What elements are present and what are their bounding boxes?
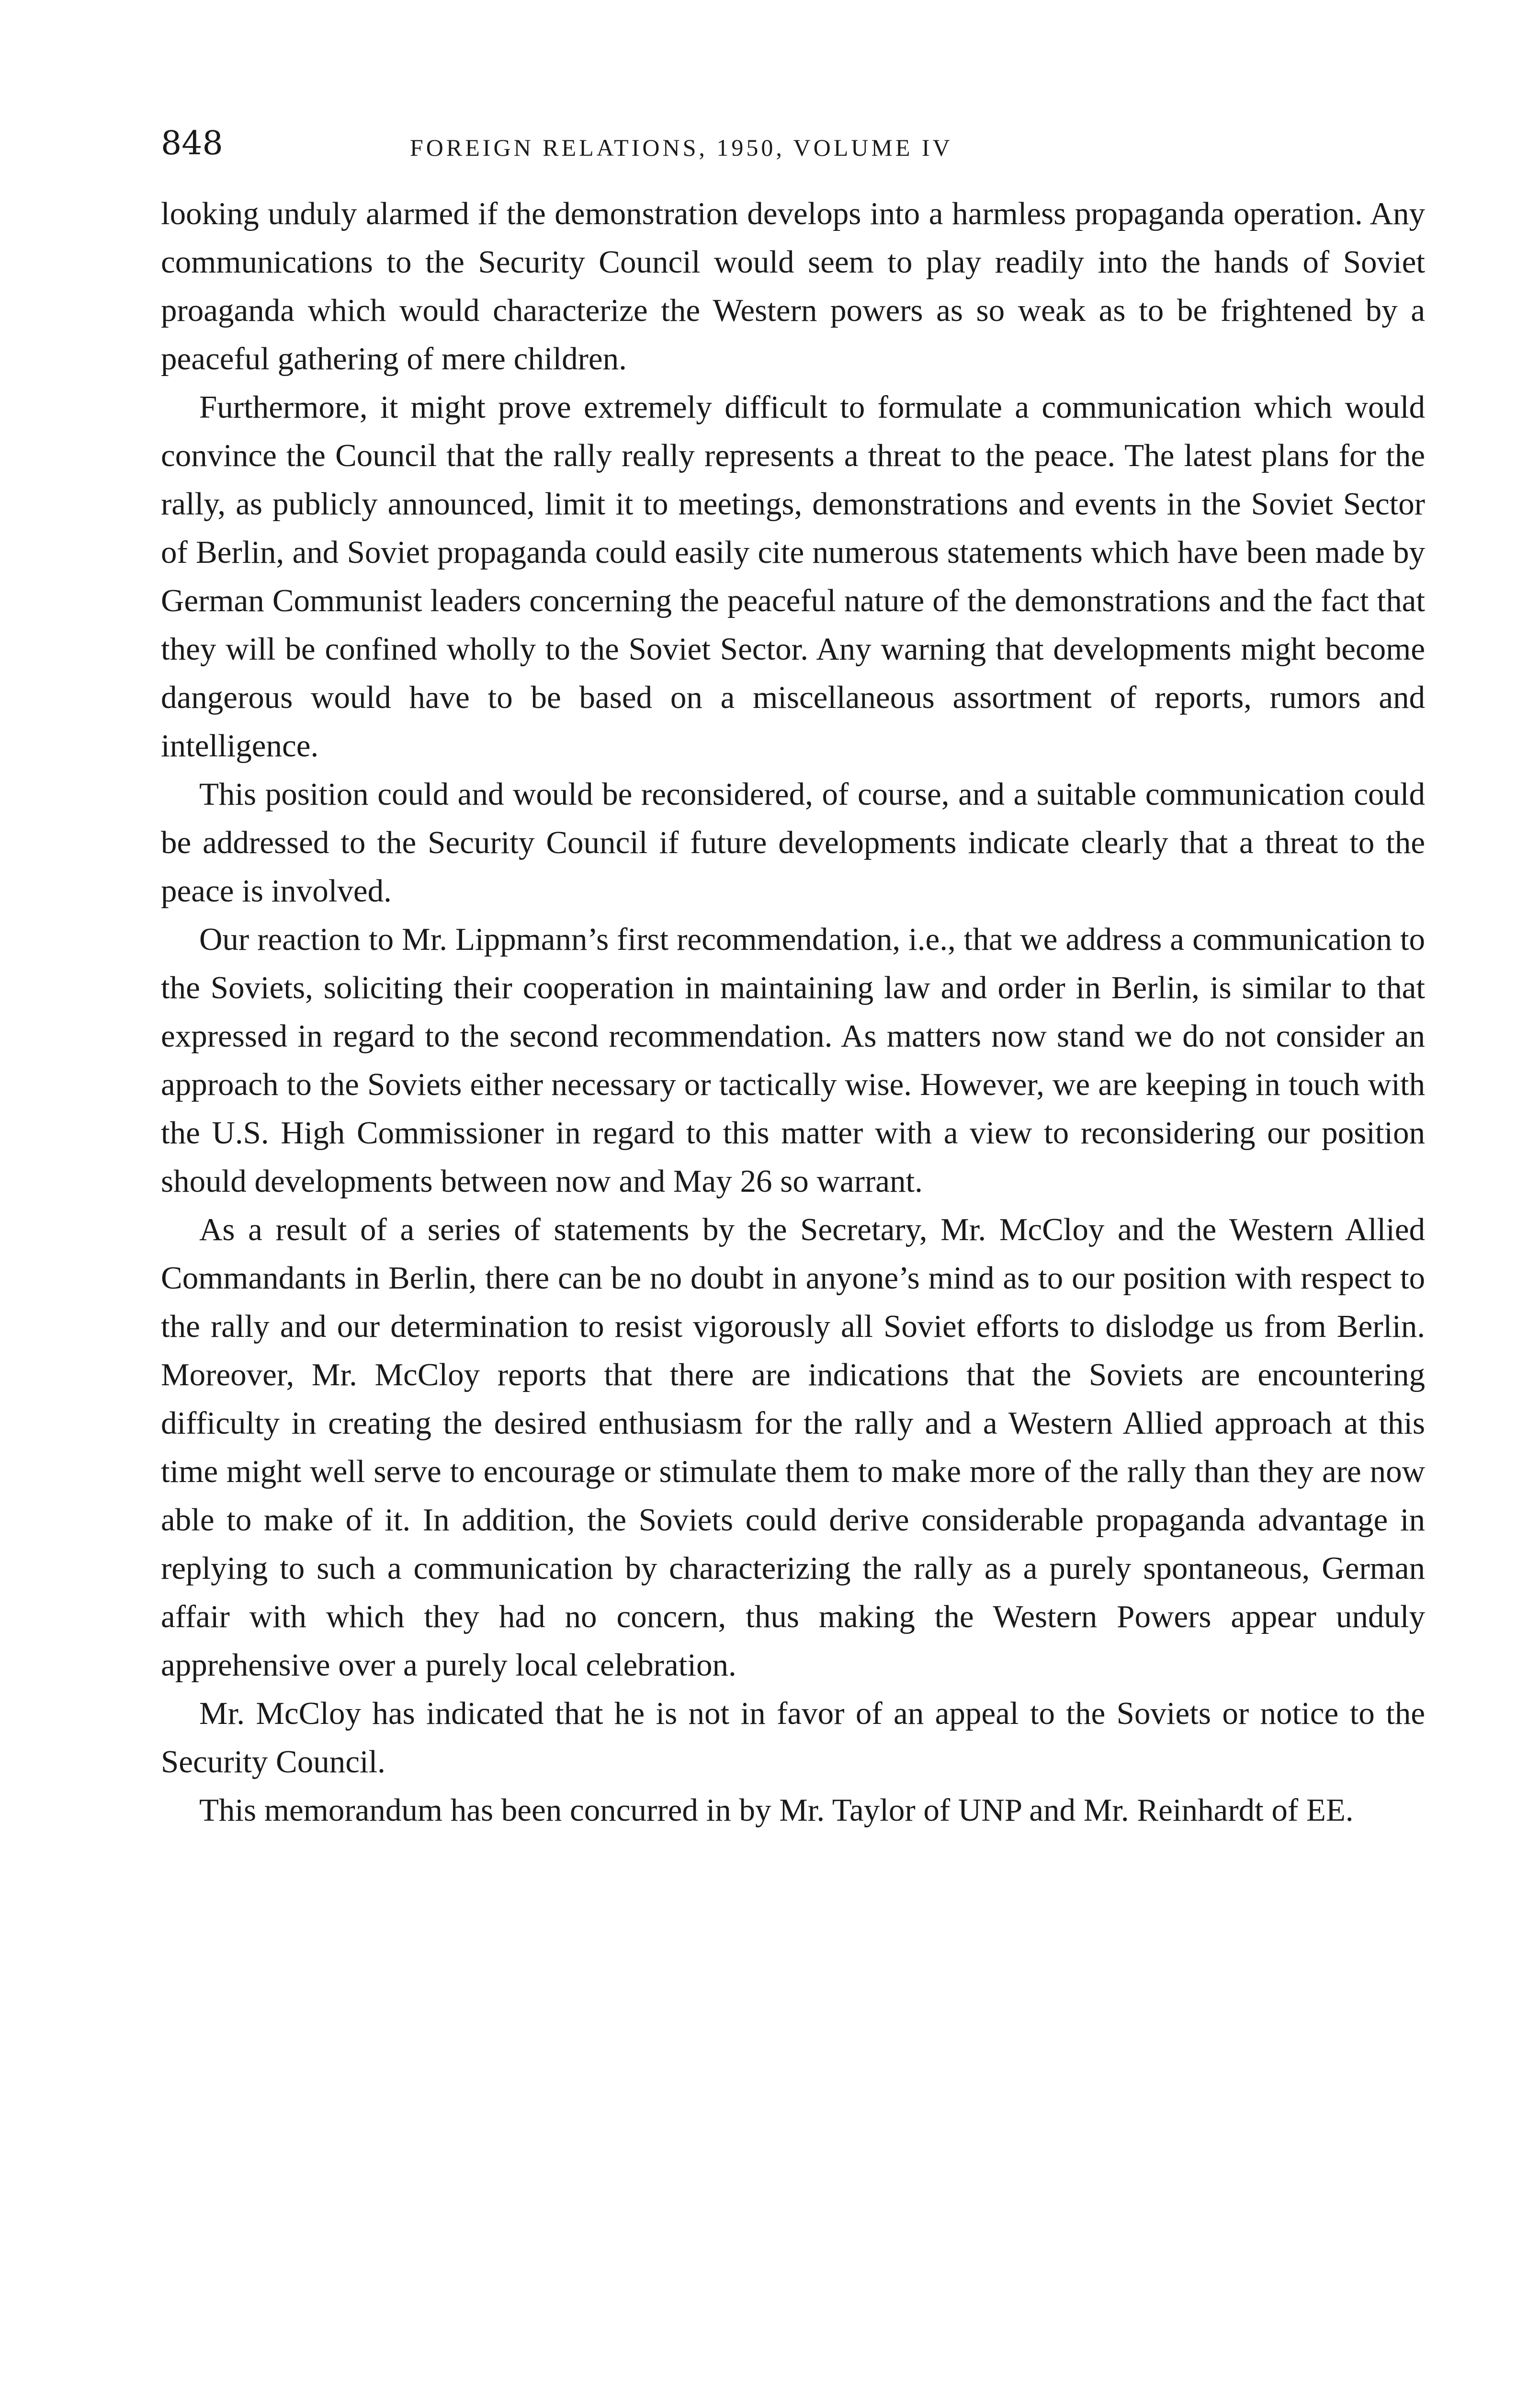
document-page [161, 120, 1425, 1835]
paragraph-concurrence: This memorandum has been concurred in by Mr. Taylor of UNP and Mr. Reinhardt of EE. [199, 1792, 1354, 1828]
paragraph-lippmann-recommendation: Our reaction to Mr. Lippmann’s first recommendation, i.e., that we address a communication to the Soviets, soliciting their cooperation in maintaining law and order in Berlin, is similar to that expressed in regard to the second recommendation. As matters now stand we do not consider an approach to the Soviets either necessary or tactically wise. However, we are keeping in touch with the U.S. High Commissioner in regard to this matter with a view to reconsidering our position should developments between now and May 26 so warrant. [161, 922, 1425, 1199]
paragraph-formulation-difficulty: Furthermore, it might prove extremely difficult to formulate a communication which would convince the Council that the rally really represents a threat to the peace. The latest plans for the rally, as publicly announced, limit it to meetings, demonstrations and events in the Soviet Sector of Berlin, and Soviet propaganda could easily cite numerous statements which have been made by German Communist leaders concerning the peaceful nature of the demonstrations and the fact that they will be confined wholly to the Soviet Sector. Any warning that developments might become dangerous would have to be based on a miscellaneous assortment of reports, rumors and intelligence. [161, 389, 1425, 764]
running-title: FOREIGN RELATIONS, 1950, VOLUME IV [410, 134, 953, 161]
paragraph-mccloy-view: Mr. McCloy has indicated that he is not in favor of an appeal to the Soviets or notice to the Security Council. [161, 1696, 1425, 1779]
paragraph-reconsideration: This position could and would be reconsidered, of course, and a suitable communication could be addressed to the Security Council if future developments indicate clearly that a threat to the peace is involved. [161, 776, 1425, 909]
page-number: 848 [161, 125, 223, 162]
body-text [161, 190, 1425, 1835]
paragraph-statements-position: As a result of a series of statements by the Secretary, Mr. McCloy and the Western Allied Commandants in Berlin, there can be no doubt in anyone’s mind as to our position with respect to the rally and our determination to resist vigorously all Soviet efforts to dislodge us from Berlin. Moreover, Mr. McCloy reports that there are indications that the Soviets are encountering difficulty in creating the desired enthusiasm for the rally and a Western Allied approach at this time might well serve to encourage or stimulate them to make more of the rally than they are now able to make of it. In addition, the Soviets could derive considerable propaganda advantage in replying to such a communication by characterizing the rally as a purely spontaneous, German affair with which they had no concern, thus making the Western Powers appear unduly apprehensive over a purely local celebration. [161, 1212, 1425, 1683]
paragraph-continued: looking unduly alarmed if the demonstration develops into a harmless propaganda operation. Any communications to the Security Council would seem to play readily into the hands of Soviet proaganda which would characterize the Western powers as so weak as to be frightened by a peaceful gathering of mere children. [161, 196, 1425, 376]
running-head [161, 120, 1425, 172]
